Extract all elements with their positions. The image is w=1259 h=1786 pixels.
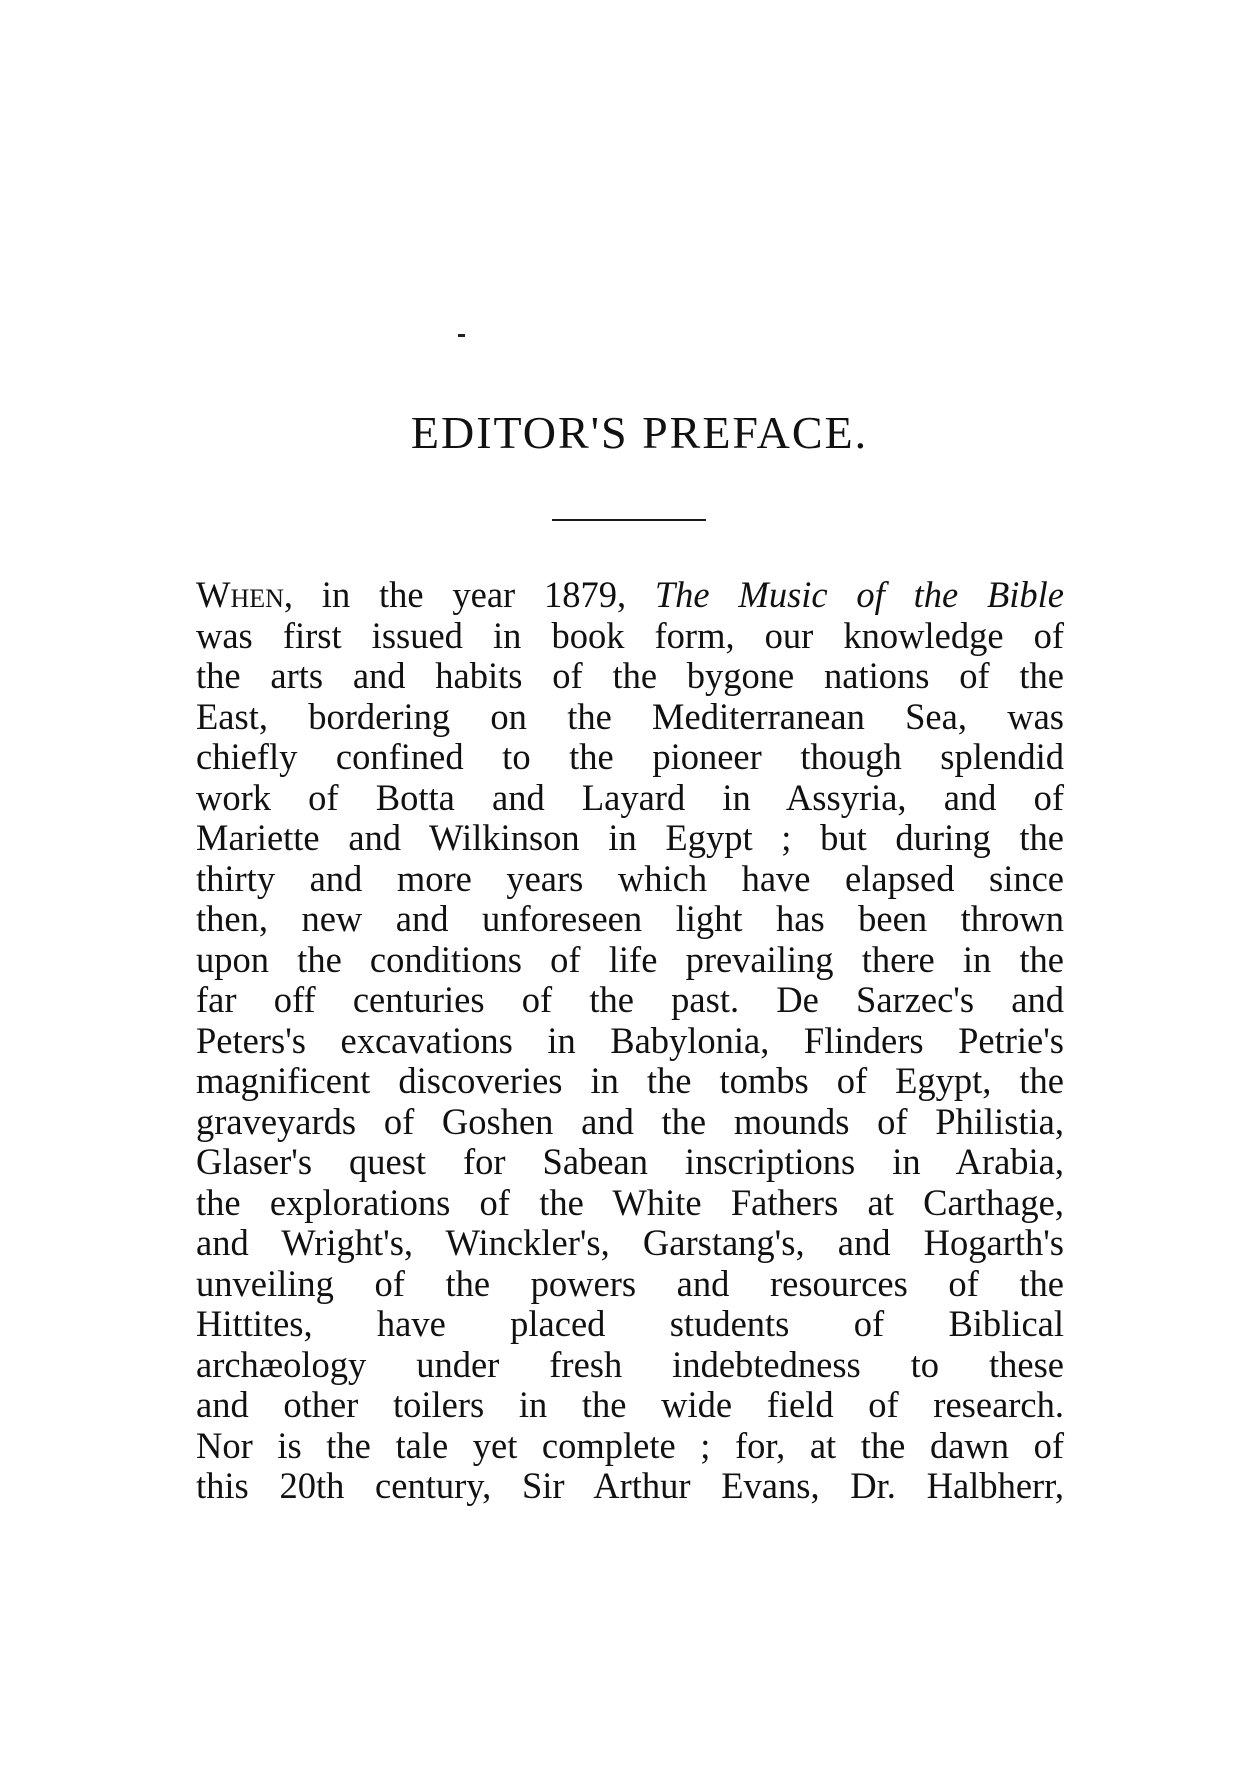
opening-word: When — [196, 574, 284, 615]
paragraph-line: far off centuries of the past. De Sarzec's and — [196, 979, 1064, 1020]
paragraph-line: the explorations of the White Fathers at Carthage, — [196, 1181, 1064, 1223]
paragraph-line: work of Botta and Layard in Assyria, and of — [196, 776, 1064, 818]
paragraph-line: thirty and more years which have elapsed since — [196, 857, 1064, 899]
paragraph-line: graveyards of Goshen and the mounds of Philistia, — [196, 1100, 1064, 1142]
paragraph-line: Peters's excavations in Babylonia, Flinders Petrie's — [196, 1019, 1064, 1061]
title-rule — [552, 519, 706, 521]
paragraph-line: and other toilers in the wide field of research. — [196, 1384, 1064, 1425]
paragraph-line: upon the conditions of life prevailing there in the — [196, 938, 1064, 980]
page-title: EDITOR'S PREFACE. — [410, 407, 869, 458]
paragraph-line: was first issued in book form, our knowledge of — [196, 614, 1064, 656]
paragraph-line: magnificent discoveries in the tombs of Egypt, the — [196, 1060, 1064, 1101]
paragraph-line: Mariette and Wilkinson in Egypt ; but during the — [196, 817, 1064, 858]
paragraph-line: archæology under fresh indebtedness to these — [196, 1343, 1064, 1385]
paragraph-line — [196, 575, 1064, 616]
paragraph-line: this 20th century, Sir Arthur Evans, Dr. Halbherr, — [196, 1465, 1064, 1506]
print-speck — [458, 334, 465, 337]
paragraph-line: East, bordering on the Mediterranean Sea, was — [196, 695, 1064, 737]
paragraph-line: and Wright's, Winckler's, Garstang's, and Hogarth's — [196, 1222, 1064, 1263]
preface-paragraph — [196, 575, 1064, 1507]
paragraph-line: Nor is the tale yet complete ; for, at the dawn of — [196, 1424, 1064, 1466]
paragraph-line: Hittites, have placed students of Biblical — [196, 1303, 1064, 1344]
paragraph-line: unveiling of the powers and resources of the — [196, 1262, 1064, 1304]
paragraph-line: Glaser's quest for Sabean inscriptions in Arabia, — [196, 1141, 1064, 1182]
paragraph-line: chiefly confined to the pioneer though splendid — [196, 736, 1064, 777]
book-title: The Music of the Bible — [654, 574, 1064, 615]
paragraph-line: the arts and habits of the bygone nations of the — [196, 655, 1064, 696]
paragraph-line: then, new and unforeseen light has been thrown — [196, 898, 1064, 939]
line-text: , in the year 1879, — [283, 574, 655, 615]
